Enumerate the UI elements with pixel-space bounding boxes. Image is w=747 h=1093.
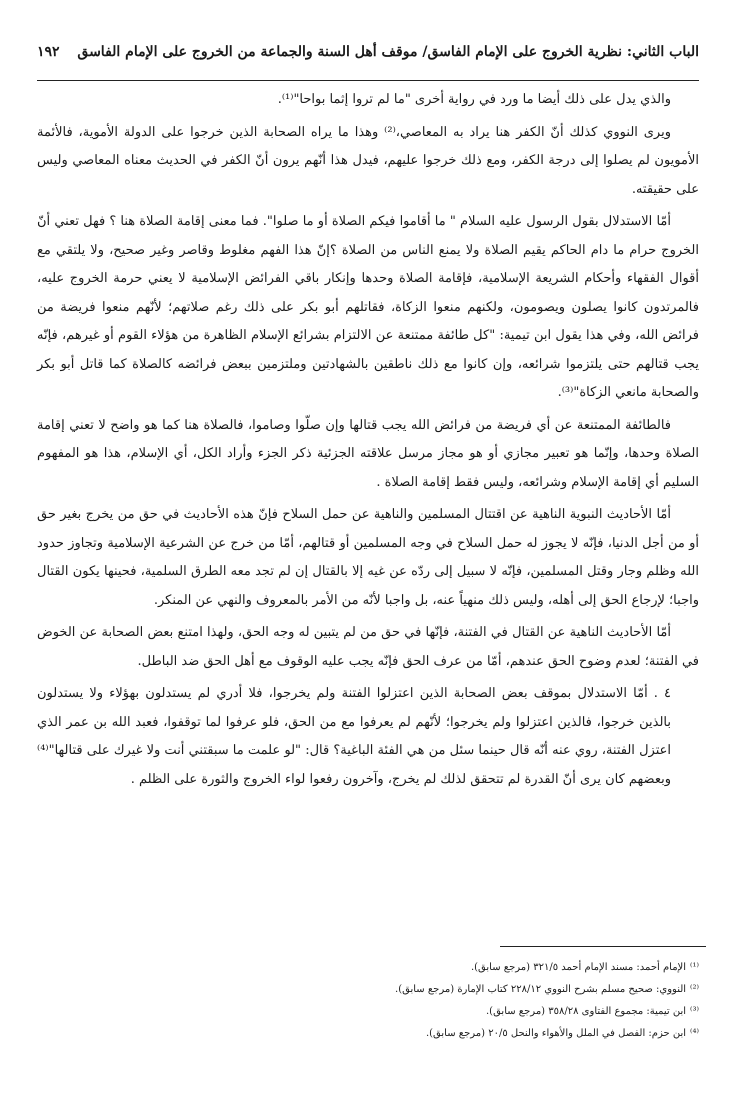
footnote [37,979,699,1001]
running-head: الباب الثاني: نظرية الخروج على الإمام الفاسق/ موقف أهل السنة والجماعة من الخروج على الإمام الفاسق [77,44,699,60]
paragraph: أمّا الاستدلال بقول الرسول عليه السلام " ما أقاموا فيكم الصلاة أو ما صلوا". فما معنى إقامة الصلاة هنا ؟ فهل تعني أنّ الخروج حرام ما دام الحاكم يقيم الصلاة ولا يمنع الناس من الصلاة ؟إنّ هذا الفهم مغلوط وقاصر وغير صحيح، ولا يلتقي مع أقوال الفقهاء وأحكام الشريعة الإسلامية، فإقامة الصلاة وحدها وإنكار باقي الفرائض الإسلامية لا يعني حرمة الخروج عليه، فالمرتدون كانوا يصلون ويصومون، ولكنهم منعوا الزكاة، فقاتلهم أبو بكر على ذلك رغم صلاتهم؛ لأنّهم منعوا فريضة من فرائض الله، وفي هذا يقول ابن تيمية: "كل طائفة ممتنعة عن الالتزام بشرائع الإسلام الظاهرة من هؤلاء القوم أو غيرهم، فإنّه يجب قتالهم حتى يلتزموا شرائعه، وإن كانوا مع ذلك ناطقين بالشهادتين وملتزمين ببعض فرائضه كالصلاة كما قاتل أبو بكر والصحابة مانعي الزكاة"⁽³⁾. [37,214,699,400]
numbered-paragraph [37,680,699,794]
footnote [37,1001,699,1023]
footnote-text: النووي: صحيح مسلم بشرح النووي ٢٢٨/١٢ كتاب الإمارة (مرجع سابق). [395,984,687,995]
footnote-marker: ⁽²⁾ [690,984,699,995]
footnote-text: ابن تيمية: مجموع الفتاوى ٣٥٨/٢٨ (مرجع سابق). [485,1006,687,1017]
item-number: ٤ . [653,686,672,701]
footnotes [37,957,699,1045]
item-text: أمّا الاستدلال بموقف بعض الصحابة الذين اعتزلوا الفتنة ولم يخرجوا، فلا أدري لم يستدلون بهؤلاء ولا يستدلون بالذين خرجوا، فالذين اعتزلوا ولم يخرجوا؛ لأنّهم لم يعرفوا مع من الحق، فلو عرفوا لما توقفوا، فعبد الله بن عمر الذي اعتزل الفتنة، روي عنه أنّه قال حينما سئل من هي الفئة الباغية؟ قال: "لو علمت ما سبقتني أنت ولا غيرك على قتالها"⁽⁴⁾ وبعضهم كان يرى أنّ القدرة لم تتحقق لذلك لم يخرج، وآخرون رفعوا لواء الخروج والثورة على الظلم . [37,686,671,787]
paragraph: أمّا الأحاديث الناهية عن القتال في الفتنة، فإنّها في حق من لم يتبين له وجه الحق، ولهذا امتنع بعض الصحابة عن الخوض في الفتنة؛ لعدم وضوح الحق عندهم، أمّا من عرف الحق فإنّه يجب عليه الوقوف مع أهل الحق ضد الباطل. [37,625,699,669]
paragraph: ويرى النووي كذلك أنّ الكفر هنا يراد به المعاصي،⁽²⁾ وهذا ما يراه الصحابة الذين خرجوا على الدولة الأموية، فالأئمة الأمويون لم يصلوا إلى درجة الكفر، ومع ذلك خرجوا عليهم، فيدل هذا أنّهم يرون أنّ الكفر في الحديث معناه المعاصي وليس على حقيقته. [37,124,699,197]
page-header [37,40,699,81]
footnote [37,1023,699,1045]
footnote-text: الإمام أحمد: مسند الإمام أحمد ٣٢١/٥ (مرجع سابق). [470,962,687,973]
footnote-marker: ⁽³⁾ [690,1006,699,1017]
footnote-marker: ⁽⁴⁾ [690,1028,699,1039]
footnote [37,957,699,979]
paragraph: فالطائفة الممتنعة عن أي فريضة من فرائض الله يجب قتالها وإن صلّوا وصاموا، فالصلاة هنا كما هو واضح لا تعني إقامة الصلاة وحدها، وإنّما هو تعبير مجازي أو هو مجاز مرسل علاقته الجزئية ذكر الجزء وأراد الكل، أي الإسلام، هذا هو المفهوم السليم أي إقامة الإسلام وشرائعه، وليس فقط إقامة الصلاة . [37,417,699,490]
footnote-separator [500,946,706,947]
paragraph: أمّا الأحاديث النبوية الناهية عن اقتتال المسلمين والناهية عن حمل السلاح فإنّ هذه الأحاديث في حق من يخرج بغير حق أو من أجل الدنيا، فإنّه لا يجوز له حمل السلاح في وجه المسلمين أو قتالهم، أمّا من خرج عن الشرعية الإسلامية وتجاوز حدود الله وظلم وجار وقتل المسلمين، فإنّه لا سبيل إلى ردّه عن غيه إلا بالقتال إن لم تجد معه الطرق السلمية، فحينها يكون القتال واجبا؛ لإرجاع الحق إلى أهله، وليس ذلك منهياً عنه، بل واجبا لأنّه من الأمر بالمعروف والنهي عن المنكر. [37,507,699,608]
page-number: ١٩٢ [37,44,60,60]
footnote-text: ابن حزم: الفصل في الملل والأهواء والنحل ٢٠/٥ (مرجع سابق). [425,1028,687,1039]
paragraph: والذي يدل على ذلك أيضا ما ورد في رواية أخرى "ما لم تروا إثما بواحا"⁽¹⁾. [277,92,671,107]
body-text [37,86,699,798]
footnote-marker: ⁽¹⁾ [690,962,699,973]
